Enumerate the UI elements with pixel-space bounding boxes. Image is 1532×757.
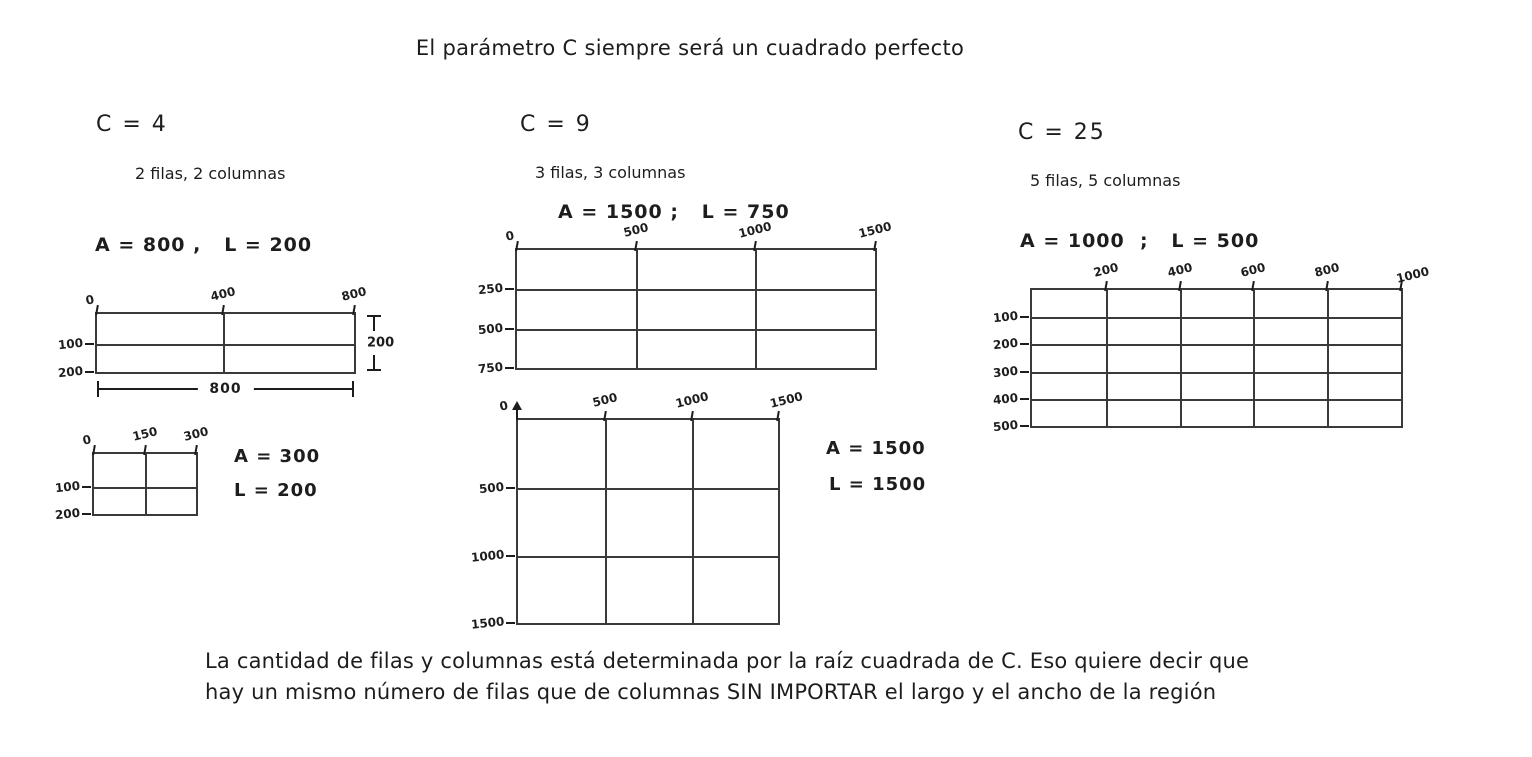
grid-line-horizontal — [97, 344, 354, 346]
tick-mark — [515, 241, 519, 251]
c4-grid-800x200 — [57, 284, 395, 397]
grid-line-horizontal — [1032, 317, 1401, 319]
tick-mark — [92, 445, 96, 455]
tick-mark — [85, 343, 94, 345]
axis-tick-label: 500 — [992, 417, 1019, 435]
axis-tick-label: 200 — [992, 336, 1019, 353]
axis-tick-label: 100 — [57, 335, 84, 353]
footer-line-2: hay un mismo número de filas que de columnas SIN IMPORTAR el largo y el ancho de la región — [205, 680, 1217, 704]
axis-tick-label: 1500 — [768, 389, 805, 411]
grid-note-length: L = 1500 — [829, 474, 927, 495]
axis-arrow-head — [512, 401, 522, 410]
axis-tick-label: 250 — [477, 281, 504, 298]
axis-tick-label: 800 — [1313, 260, 1342, 280]
axis-tick-label: 1000 — [469, 547, 505, 565]
c4-grid-300x200 — [54, 424, 321, 523]
tick-mark — [505, 367, 514, 369]
grid-line-vertical — [1106, 290, 1108, 426]
axis-tick-label: 1000 — [674, 389, 711, 411]
grid-line-horizontal — [94, 487, 196, 489]
grid-line-vertical — [755, 250, 757, 368]
axis-tick-label: 300 — [992, 363, 1019, 380]
axis-tick-label: 800 — [340, 284, 368, 304]
grid-note-area: A = 1500 — [826, 438, 926, 459]
c25-heading: C = 25 — [1018, 120, 1106, 145]
axis-tick-label: 500 — [478, 479, 505, 497]
grid-line-vertical — [223, 314, 225, 372]
grid-line-vertical — [692, 420, 694, 623]
grid-line-horizontal — [1032, 372, 1401, 374]
dimension-bracket-height — [366, 314, 395, 372]
c25-grid-1000x500 — [992, 260, 1431, 435]
tick-mark — [776, 411, 780, 421]
tick-mark — [352, 305, 356, 315]
axis-tick-label: 100 — [992, 308, 1019, 326]
dimension-label-width: 800 — [197, 381, 253, 397]
tick-mark — [505, 328, 514, 330]
c9-heading: C = 9 — [520, 112, 592, 137]
grid-note-area: A = 300 — [234, 446, 321, 467]
c4-formula: A = 800 , L = 200 — [95, 234, 313, 256]
grid-note-length: L = 200 — [234, 480, 318, 501]
grid-line-vertical — [636, 250, 638, 368]
diagram-title: El parámetro C siempre será un cuadrado perfecto — [415, 36, 965, 60]
tick-mark — [1020, 316, 1029, 318]
bracket-serif — [352, 381, 354, 397]
axis-tick-label: 750 — [477, 359, 504, 377]
tick-mark — [506, 487, 515, 489]
axis-tick-label: 1500 — [857, 219, 893, 241]
grid-line-vertical — [1327, 290, 1329, 426]
c9-subtitle: 3 filas, 3 columnas — [535, 163, 686, 182]
tick-mark — [85, 371, 94, 373]
grid-line-horizontal — [1032, 399, 1401, 401]
axis-tick-label: 200 — [54, 505, 81, 523]
c4-heading: C = 4 — [96, 112, 168, 137]
axis-tick-label: 400 — [992, 390, 1019, 408]
dimension-label-height: 200 — [367, 335, 395, 351]
tick-mark — [1020, 398, 1029, 400]
tick-mark — [194, 445, 198, 455]
grid-line-vertical — [1180, 290, 1182, 426]
bracket-serif — [97, 381, 99, 397]
c25-subtitle: 5 filas, 5 columnas — [1030, 171, 1181, 190]
tick-mark — [1020, 425, 1029, 427]
axis-tick-label: 300 — [182, 424, 210, 444]
c25-formula: A = 1000 ; L = 500 — [1020, 230, 1260, 252]
c9-grid-1500x1500 — [469, 389, 927, 632]
axis-tick-label: 500 — [477, 320, 504, 337]
c9-formula: A = 1500 ; L = 750 — [558, 201, 790, 223]
axis-tick-label: 400 — [209, 284, 237, 304]
grid-line-vertical — [605, 420, 607, 623]
axis-tick-label: 100 — [54, 478, 81, 496]
tick-mark — [1020, 371, 1029, 373]
tick-mark — [82, 486, 91, 488]
axis-tick-label: 200 — [1091, 260, 1120, 280]
axis-tick-label: 400 — [1165, 260, 1194, 280]
tick-mark — [873, 241, 877, 251]
tick-mark — [95, 305, 99, 315]
axis-tick-label: 600 — [1239, 260, 1268, 280]
grid-line-horizontal — [1032, 344, 1401, 346]
axis-tick-label: 500 — [622, 220, 651, 240]
footer-line-1: La cantidad de filas y columnas está determinada por la raíz cuadrada de C. Eso quiere decir que — [205, 649, 1250, 673]
tick-mark — [82, 513, 91, 515]
bracket-stem — [373, 355, 375, 370]
axis-tick-label: 500 — [591, 390, 619, 410]
tick-mark — [505, 288, 514, 290]
tick-mark — [506, 555, 515, 557]
grid-line-vertical — [145, 454, 147, 514]
grid-line-horizontal — [518, 556, 778, 558]
axis-tick-label: 200 — [57, 363, 84, 381]
axis-tick-label: 0 — [498, 398, 510, 414]
c4-subtitle: 2 filas, 2 columnas — [135, 164, 286, 183]
tick-mark — [1020, 343, 1029, 345]
grid-line-horizontal — [518, 488, 778, 490]
axis-tick-label: 1000 — [1394, 264, 1431, 286]
axis-tick-label: 0 — [84, 292, 96, 308]
axis-tick-label: 1000 — [737, 219, 774, 241]
grid-line-vertical — [1253, 290, 1255, 426]
axis-tick-label: 0 — [81, 432, 93, 448]
tick-mark — [506, 622, 515, 624]
axis-tick-label: 0 — [504, 228, 516, 244]
axis-tick-label: 1500 — [469, 614, 505, 632]
grid-line-horizontal — [517, 329, 875, 331]
c9-grid-1500x750 — [477, 219, 893, 377]
axis-tick-label: 150 — [131, 424, 159, 444]
bracket-serif — [367, 369, 381, 371]
grid-line-horizontal — [517, 289, 875, 291]
bracket-stem — [373, 316, 375, 331]
dimension-bracket-width — [97, 380, 354, 398]
